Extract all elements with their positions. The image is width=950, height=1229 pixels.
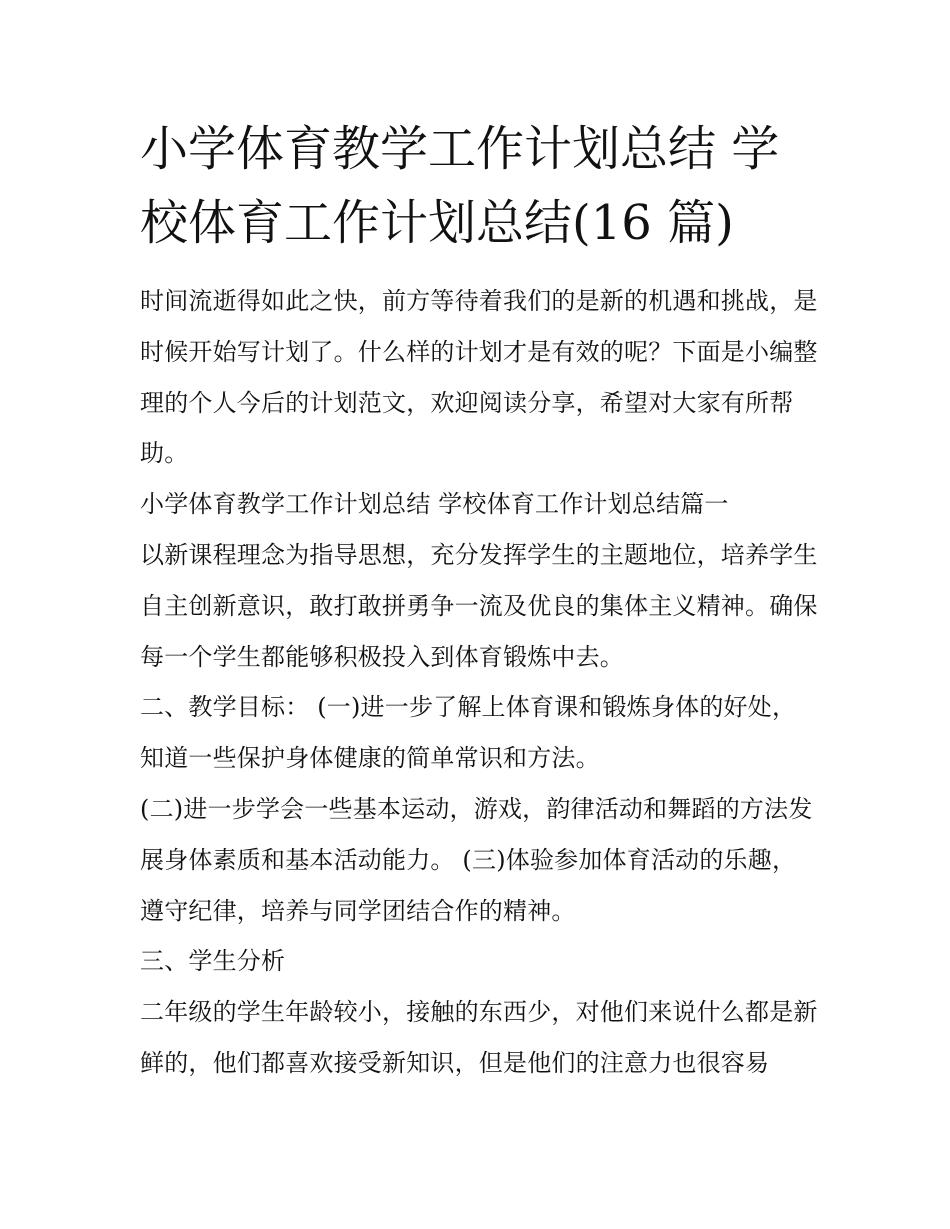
- teaching-goals-paragraph: 二、教学目标： (一)进一步了解上体育课和锻炼身体的好处，知道一些保护身体健康的简单常识和方法。: [140, 693, 797, 773]
- student-analysis-heading: 三、学生分析: [140, 947, 286, 976]
- document-title: 小学体育教学工作计划总结 学校体育工作计划总结(16 篇): [140, 121, 780, 251]
- goals-continued-paragraph: (二)进一步学会一些基本运动，游戏，韵律活动和舞蹈的方法发展身体素质和基本活动能力。 (三)体验参加体育活动的乐趣，遵守纪律，培养与同学团结合作的精神。: [140, 794, 813, 925]
- intro-paragraph: 时间流逝得如此之快，前方等待着我们的是新的机遇和挑战，是时候开始写计划了。什么样的计划才是有效的呢？下面是小编整理的个人今后的计划范文，欢迎阅读分享，希望对大家有所帮助。: [140, 287, 818, 468]
- document-page: [140, 112, 820, 1089]
- document-body: [140, 276, 820, 1089]
- guiding-ideology-paragraph: 以新课程理念为指导思想，充分发挥学生的主题地位，培养学生自主创新意识，敢打敢拼勇争一流及优良的集体主义精神。确保每一个学生都能够积极投入到体育锻炼中去。: [140, 540, 818, 671]
- student-analysis-paragraph: 二年级的学生年龄较小，接触的东西少，对他们来说什么都是新鲜的，他们都喜欢接受新知识，但是他们的注意力也很容易: [140, 998, 818, 1077]
- section-heading-1: 小学体育教学工作计划总结 学校体育工作计划总结篇一: [140, 490, 729, 519]
